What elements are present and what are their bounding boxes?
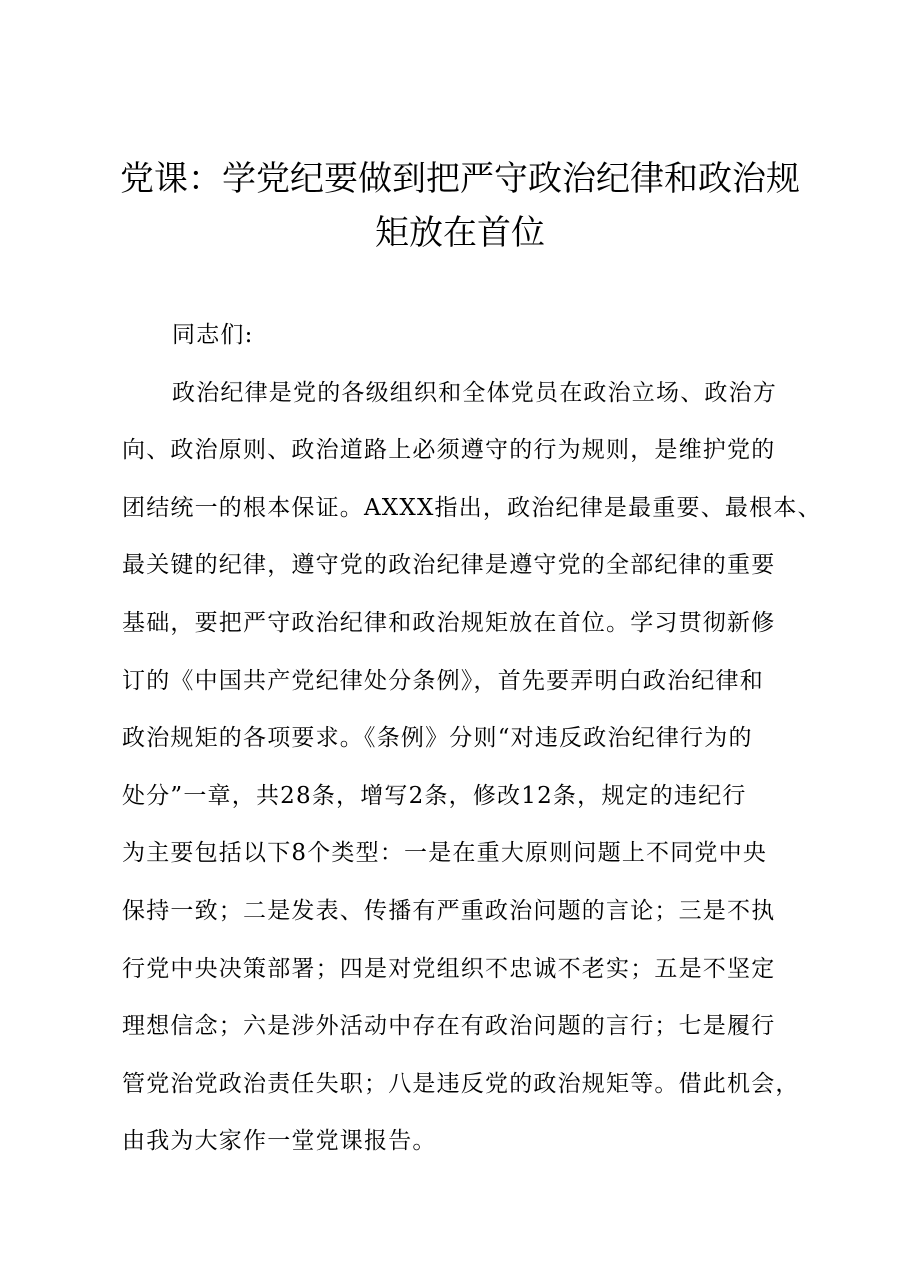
paragraph-line: 订的《中国共产党纪律处分条例》，首先要弄明白政治纪律和 (122, 667, 764, 694)
salutation: 同志们: (172, 322, 254, 348)
paragraph-line: 政治规矩的各项要求。《条例》分则“对违反政治纪律行为的 (122, 725, 753, 752)
paragraph-line: 基础，要把严守政治纪律和政治规矩放在首位。学习贯彻新修 (122, 609, 776, 636)
paragraph-line: 处分”一章，共28条，增写2条，修改12条，规定的违纪行 (122, 782, 747, 809)
title-line-1: 党课：学党纪要做到把严守政治纪律和政治规 (120, 159, 800, 199)
paragraph-line: 行党中央决策部署；四是对党组织不忠诚不老实；五是不坚定 (122, 955, 776, 982)
title-line-2: 矩放在首位 (375, 213, 545, 253)
paragraph-line: 团结统一的根本保证。AXXX指出，政治纪律是最重要、最根本、 (122, 494, 822, 521)
paragraph-line: 向、政治原则、政治道路上必须遵守的行为规则，是维护党的 (122, 437, 776, 464)
paragraph-line: 管党治党政治责任失职；八是违反党的政治规矩等。借此机会， (122, 1070, 800, 1097)
paragraph-line: 由我为大家作一堂党课报告。 (122, 1128, 437, 1155)
paragraph-line: 保持一致；二是发表、传播有严重政治问题的言论；三是不执 (122, 897, 776, 924)
paragraph-line: 为主要包括以下8个类型：一是在重大原则问题上不同党中央 (122, 840, 768, 867)
paragraph-line: 政治纪律是党的各级组织和全体党员在政治立场、政治方 (172, 379, 777, 406)
paragraph-line: 最关键的纪律，遵守党的政治纪律是遵守党的全部纪律的重要 (122, 552, 776, 579)
document-body (122, 307, 822, 1171)
paragraph-line: 理想信念；六是涉外活动中存在有政治问题的言行；七是履行 (122, 1013, 776, 1040)
document-title (110, 152, 810, 260)
